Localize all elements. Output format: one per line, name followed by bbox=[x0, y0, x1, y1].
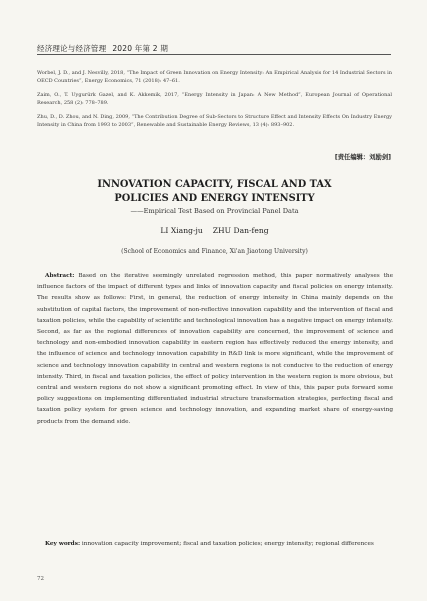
responsible-editor: [责任编辑：刘励剑] bbox=[334, 154, 391, 161]
author-line bbox=[37, 226, 392, 235]
keywords-paragraph bbox=[37, 539, 393, 550]
author-2: ZHU Dan-feng bbox=[212, 226, 269, 235]
affiliation: (School of Economics and Finance, Xi'an Jiaotong University) bbox=[121, 248, 308, 255]
author-1: LI Xiang-ju bbox=[160, 226, 203, 235]
reference-item: Zaim, O., T. Uygurürk Gazel, and K. Akkemik, 2017, “Energy Intensity in Japan: A New Method”, European Journal of Operational Research, 258 (2): 778–789. bbox=[37, 91, 392, 107]
abstract-label: Abstract: bbox=[45, 273, 75, 279]
keywords-text: innovation capacity improvement; fiscal and taxation policies; energy intensity; regional differences bbox=[81, 541, 374, 547]
journal-issue: 2020 年第 2 期 bbox=[112, 44, 169, 53]
reference-list bbox=[37, 64, 392, 132]
reference-item: Zhu, D., D. Zhou, and N. Ding, 2009, “The Contribution Degree of Sub-Sectors to Structure Effect and Intensity Effects On Industry Energy Intensity in China from 1993 to 2003”, Renewable and Sustainable Energy Reviews, 13 (4): 893–902. bbox=[37, 113, 392, 129]
header-rule bbox=[37, 54, 391, 55]
page-number: 72 bbox=[37, 576, 44, 582]
abstract-text: Based on the iterative seemingly unrelated regression method, this paper normatively analyses the influence factors of the impact of different types and links of innovation capacity and fiscal policies on energy intensity. The results show as follows: First, in general, the reduction of energy intensity in China mainly depends on the substitution of capital factors, the improvement of non-reflective innovation capability and the intervention of fiscal and taxation policies, while the capability of scientific and technological innovation has a negative impact on energy intensity. Second, as far as the regional differences of innovation capability are concerned, the improvement of science and technology and non-embodied innovation capability in eastern region has effectively reduced the energy intensity, and the influence of science and technology innovation capability in R&D link is more significant, while the improvement of science and technology innovation capability in central and western regions is not conducive to the reduction of energy intensity. Third, in fiscal and taxation policies, the effect of policy intervention in the western region is more obvious, but central and western regions do not show a significant promoting effect. In view of this, this paper puts forward some policy suggestions on implementing differentiated industrial structure transformation strategies, perfecting fiscal and taxation policy system for green science and technology innovation, and expanding market share of energy-saving products from the demand side. bbox=[37, 273, 394, 425]
keywords-label: Key words: bbox=[45, 541, 81, 547]
reference-item: Worbel, J. D., and J. Nesvilly, 2018, “The Impact of Green Innovation on Energy Intensity: An Empirical Analysis for 14 Industrial Sectors in OECD Countries”, Energy Economics, 71 (2018): 47–61. bbox=[37, 70, 392, 85]
article-subtitle: ——Empirical Test Based on Provincial Panel Data bbox=[130, 207, 299, 215]
abstract-paragraph bbox=[37, 271, 393, 428]
title-line-2: POLICIES AND ENERGY INTENSITY bbox=[114, 192, 315, 204]
title-line-1: INNOVATION CAPACITY, FISCAL AND TAX bbox=[97, 179, 332, 190]
article-title bbox=[37, 178, 392, 205]
journal-running-header bbox=[37, 43, 168, 54]
journal-name: 经济理论与经济管理 bbox=[37, 44, 107, 53]
